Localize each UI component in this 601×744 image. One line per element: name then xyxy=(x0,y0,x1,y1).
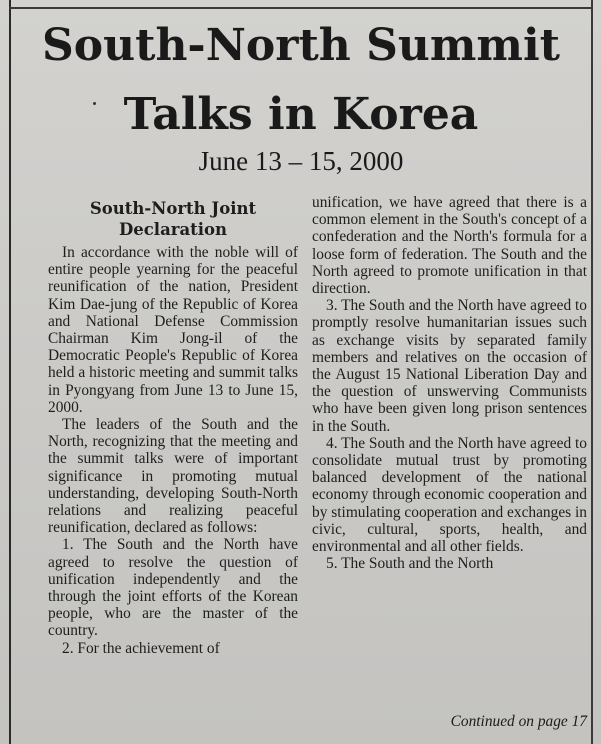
right-border-rule xyxy=(591,0,593,744)
article-paragraph: 3. The South and the North have agreed to promptly resolve humanitarian issues such as exchange visits by separated family members and relatives on the occasion of the August 15 National Liberation Day and the question of unswerving Communists who have been given long prison sentences in the South. xyxy=(312,297,587,435)
article-paragraph: unification, we have agreed that there is a common element in the South's concept of a confederation and the North's formula for a loose form of federation. The South and the North agreed to promote unification in that direction. xyxy=(312,194,587,298)
article-paragraph: 5. The South and the North xyxy=(326,555,494,573)
continued-on-page-note: Continued on page 17 xyxy=(450,713,587,730)
article-paragraph: 1. The South and the North have agreed to resolve the question of unification independently and the through the joint efforts of the Korean people, who are the master of the country. xyxy=(48,536,298,640)
declaration-subhead: South-North Joint Declaration xyxy=(89,199,257,239)
article-paragraph: In accordance with the noble will of entire people yearning for the peaceful reunification of the nation, President Kim Dae-jung of the Republic of Korea and National Defense Commission Chairman Kim Jong-il of the Democratic People's Republic of Korea held a historic meeting and summit talks in Pyongyang from June 13 to June 15, 2000. xyxy=(48,244,298,416)
article-paragraph: The leaders of the South and the North, recognizing that the meeting and the summit talks were of important significance in promoting mutual understanding, developing South-North relations and realizing peaceful reunification, declared as follows: xyxy=(48,416,298,537)
dateline: June 13 – 15, 2000 xyxy=(198,146,404,176)
right-column xyxy=(312,194,587,572)
left-column xyxy=(48,194,298,657)
article-paragraph: 2. For the achievement of xyxy=(62,639,220,657)
top-border-rule xyxy=(9,7,593,9)
article-paragraph: 4. The South and the North have agreed to consolidate mutual trust by promoting balanced development of the national economy through economic cooperation and by stimulating cooperation and exchanges in civic, cultural, sports, health, and environmental and all other fields. xyxy=(312,434,587,556)
headline-line-2: Talks in Korea xyxy=(123,89,479,140)
headline-line-1: South-North Summit xyxy=(42,20,560,71)
